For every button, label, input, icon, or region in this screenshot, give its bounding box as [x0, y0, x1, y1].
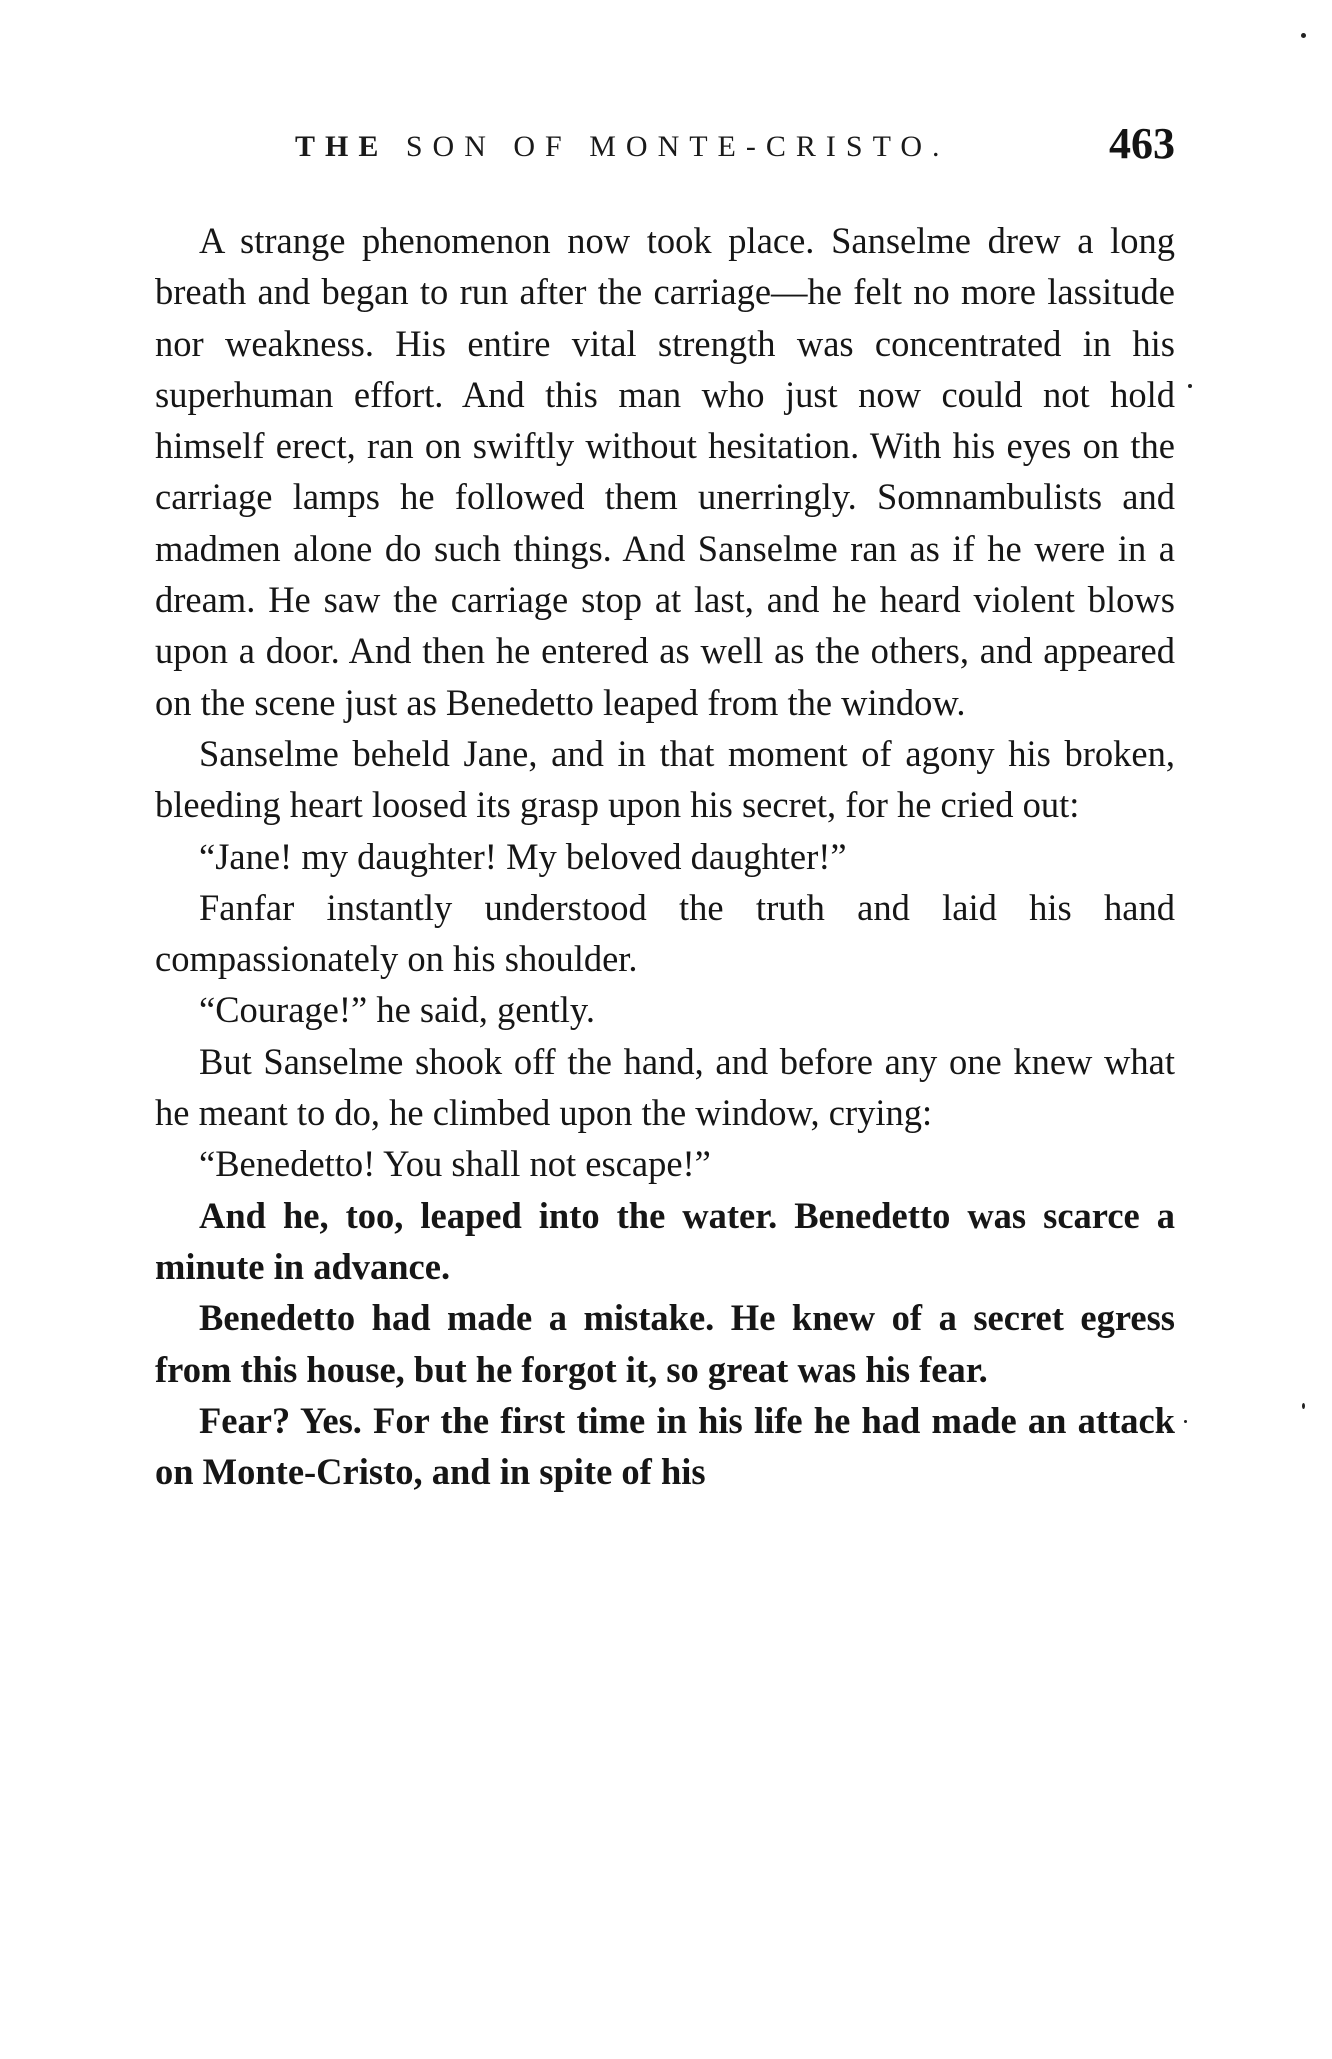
paragraph-4: Fanfar instantly understood the truth and laid his hand compassionately on his shoulder.	[155, 886, 1175, 980]
margin-speck	[1302, 1403, 1305, 1409]
margin-speck	[1184, 1420, 1187, 1423]
paragraph-7: “Benedetto! You shall not escape!”	[199, 1143, 711, 1185]
running-title-rest: SON OF MONTE-CRISTO.	[388, 130, 950, 163]
paragraph-3: “Jane! my daughter! My beloved daughter!”	[199, 835, 847, 877]
running-title-the: THE	[295, 130, 389, 163]
page-number: 463	[1109, 119, 1175, 168]
paragraph-8: And he, too, leaped into the water. Benedetto was scarce a minute in advance.	[155, 1194, 1175, 1287]
running-title	[295, 130, 950, 164]
paragraph-6: But Sanselme shook off the hand, and before any one knew what he meant to do, he climbed upon the window, crying:	[155, 1040, 1175, 1134]
paragraph-1: A strange phenomenon now took place. Sanselme drew a long breath and began to run after the carriage—he felt no more lassitude nor weakness. His entire vital strength was concentrated in his superhuman effort. And this man who just now could not hold himself erect, ran on swiftly without hesitation. With his eyes on the carriage lamps he followed them unerringly. Somnambulists and madmen alone do such things. And Sanselme ran as if he were in a dream. He saw the carriage stop at last, and he heard violent blows upon a door. And then he entered as well as the others, and appeared on the scene just as Benedetto leaped from the window.	[155, 220, 1175, 723]
margin-speck	[1301, 33, 1306, 38]
body-text	[155, 215, 1175, 1497]
paragraph-9: Benedetto had made a mistake. He knew of a secret egress from this house, but he forgot it, so great was his fear.	[155, 1297, 1175, 1390]
margin-speck	[1188, 384, 1192, 388]
paragraph-10: Fear? Yes. For the first time in his life he had made an attack on Monte-Cristo, and in spite of his	[155, 1399, 1175, 1493]
paragraph-2: Sanselme beheld Jane, and in that moment of agony his broken, bleeding heart loosed its grasp upon his secret, for he cried out:	[155, 732, 1175, 826]
paragraph-5: “Courage!” he said, gently.	[199, 989, 595, 1031]
running-head	[155, 118, 1175, 178]
